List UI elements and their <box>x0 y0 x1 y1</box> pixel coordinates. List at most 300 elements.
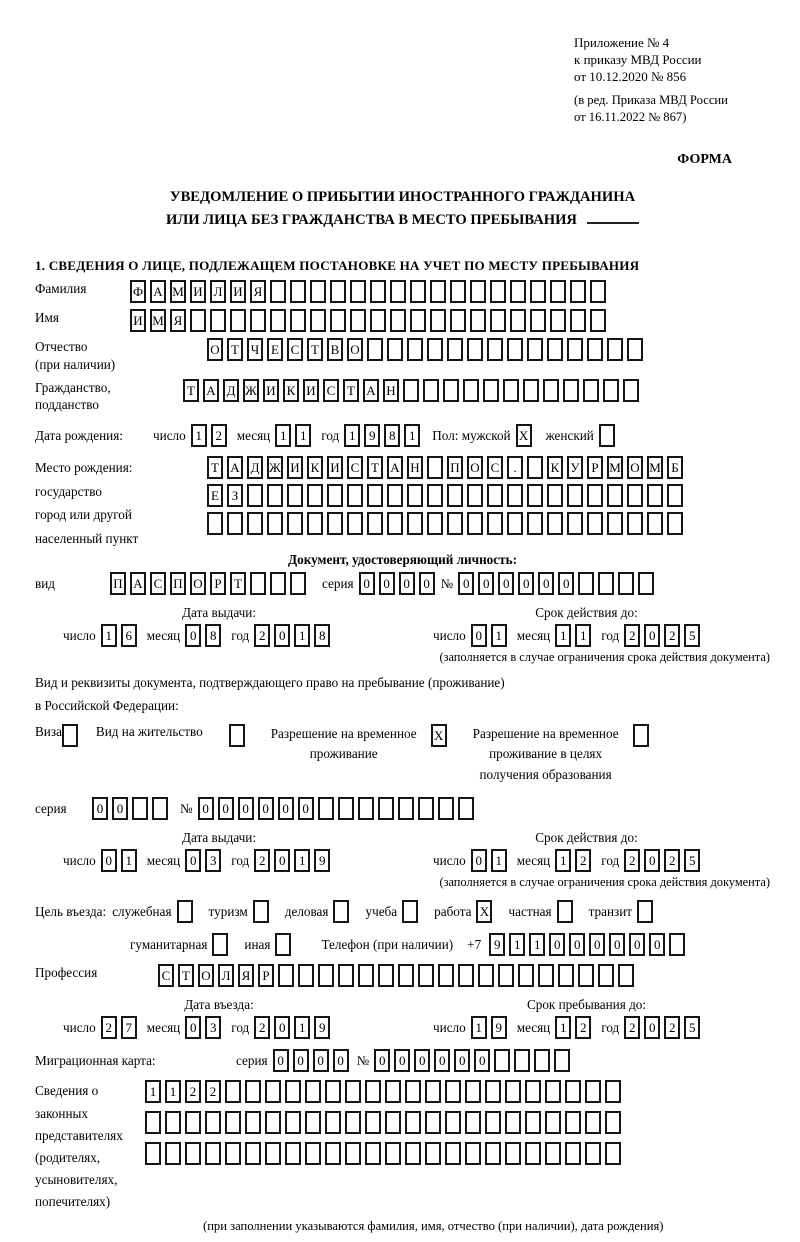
char-cell <box>278 964 294 987</box>
char-cell: 2 <box>664 624 680 647</box>
char-cell <box>465 1111 481 1134</box>
valid-year-cells <box>624 624 704 647</box>
rabota-checkbox <box>476 900 496 923</box>
phone-cells <box>489 933 689 956</box>
doc-date-headers <box>35 605 770 621</box>
char-cell: 0 <box>569 933 585 956</box>
char-cell <box>350 309 366 332</box>
char-cell: 0 <box>471 624 487 647</box>
char-cell <box>132 797 148 820</box>
char-cell <box>558 964 574 987</box>
char-cell <box>587 338 603 361</box>
char-cell <box>225 1111 241 1134</box>
profession-label: Профессия <box>35 965 98 981</box>
char-cell <box>557 900 573 923</box>
header-line: от 16.11.2022 № 867) <box>574 110 687 125</box>
char-cell: 2 <box>254 624 270 647</box>
stay-doc-line1: Вид и реквизиты документа, подтверждающего право на пребывание (проживание) <box>35 675 505 690</box>
stay-until-date: число 1 9 месяц 1 2 год 2 0 2 5 <box>433 1016 704 1039</box>
char-cell: 1 <box>294 849 310 872</box>
char-cell <box>507 338 523 361</box>
char-cell <box>427 512 443 535</box>
patronymic-cells <box>207 338 647 361</box>
char-cell: О <box>190 572 206 595</box>
stay-doc-options <box>35 724 770 785</box>
char-cell: И <box>327 456 343 479</box>
legal-row3 <box>145 1142 625 1165</box>
char-cell <box>165 1142 181 1165</box>
char-cell <box>445 1111 461 1134</box>
char-cell: 9 <box>491 1016 507 1039</box>
char-cell: 1 <box>555 849 571 872</box>
char-cell <box>425 1142 441 1165</box>
char-cell <box>327 484 343 507</box>
char-cell: А <box>130 572 146 595</box>
char-cell <box>345 1142 361 1165</box>
char-cell <box>447 484 463 507</box>
header-line: от 10.12.2020 № 856 <box>574 69 687 85</box>
char-cell: 0 <box>629 933 645 956</box>
char-cell <box>265 1142 281 1165</box>
char-cell: 1 <box>294 1016 310 1039</box>
char-cell: 7 <box>121 1016 137 1039</box>
char-cell <box>467 484 483 507</box>
char-cell: 1 <box>344 424 360 447</box>
char-cell <box>205 1142 221 1165</box>
char-cell: 1 <box>191 424 207 447</box>
field-birthplace <box>35 456 770 550</box>
char-cell: 1 <box>575 624 591 647</box>
char-cell: . <box>507 456 523 479</box>
phone-prefix: +7 <box>467 936 482 952</box>
char-cell: С <box>487 456 503 479</box>
header-block <box>574 34 770 126</box>
char-cell <box>212 933 228 956</box>
birthdate-label: Дата рождения: <box>35 427 123 443</box>
char-cell: 0 <box>478 572 494 595</box>
char-cell: Р <box>210 572 226 595</box>
char-cell <box>578 964 594 987</box>
residence-permit-label: Вид на жительство <box>95 724 203 739</box>
char-cell <box>145 1142 161 1165</box>
temp-residence-edu-checkbox <box>633 724 653 747</box>
purpose-tranzit: транзит <box>589 900 657 923</box>
entry-day-cells <box>101 1016 141 1039</box>
char-cell: 2 <box>185 1080 201 1103</box>
char-cell <box>527 338 543 361</box>
char-cell: О <box>467 456 483 479</box>
birthplace-row3 <box>207 512 687 535</box>
char-cell: 2 <box>575 849 591 872</box>
char-cell: Ж <box>243 379 259 402</box>
char-cell: 2 <box>254 1016 270 1039</box>
char-cell <box>247 512 263 535</box>
char-cell: 2 <box>624 1016 640 1039</box>
sex-male-label: Пол: мужской <box>432 427 511 443</box>
gumanitarnaya-checkbox <box>212 933 232 956</box>
field-surname <box>35 280 770 303</box>
char-cell: И <box>190 280 206 303</box>
char-cell: 0 <box>298 797 314 820</box>
stay-validity-note: (заполняется в случае ограничения срока действия документа) <box>439 875 770 890</box>
stay-number-cells <box>198 797 478 820</box>
field-birthdate <box>35 424 770 447</box>
residence-permit-checkbox <box>229 724 249 747</box>
char-cell <box>550 309 566 332</box>
month-label: месяц <box>236 427 271 443</box>
char-cell <box>485 1111 501 1134</box>
char-cell: 2 <box>624 624 640 647</box>
char-cell <box>438 797 454 820</box>
char-cell: 1 <box>509 933 525 956</box>
char-cell <box>487 512 503 535</box>
char-cell <box>290 572 306 595</box>
char-cell <box>525 1080 541 1103</box>
char-cell: 0 <box>313 1049 329 1072</box>
header-edit-note <box>574 92 770 125</box>
char-cell <box>570 309 586 332</box>
char-cell <box>250 309 266 332</box>
issue-date-header: Дата выдачи: <box>181 605 257 620</box>
char-cell <box>465 1142 481 1165</box>
char-cell: И <box>130 309 146 332</box>
valid-day-cells <box>471 624 511 647</box>
char-cell <box>490 280 506 303</box>
char-cell <box>385 1111 401 1134</box>
char-cell <box>307 512 323 535</box>
char-cell: 5 <box>684 624 700 647</box>
char-cell <box>330 309 346 332</box>
entry-date-row <box>35 1016 770 1039</box>
char-cell <box>250 572 266 595</box>
sex-female-checkbox <box>599 424 619 447</box>
char-cell: И <box>303 379 319 402</box>
char-cell: Т <box>307 338 323 361</box>
char-cell: 8 <box>384 424 400 447</box>
citizenship-label: Гражданство, подданство <box>35 379 111 412</box>
char-cell <box>599 424 615 447</box>
form-title-line1: УВЕДОМЛЕНИЕ О ПРИБЫТИИ ИНОСТРАННОГО ГРАЖДАНИНА <box>169 188 636 205</box>
char-cell <box>627 512 643 535</box>
char-cell <box>585 1142 601 1165</box>
char-cell <box>647 484 663 507</box>
char-cell <box>567 338 583 361</box>
char-cell <box>407 512 423 535</box>
char-cell <box>267 512 283 535</box>
char-cell: 1 <box>491 624 507 647</box>
char-cell: О <box>627 456 643 479</box>
char-cell: 0 <box>359 572 375 595</box>
char-cell: 3 <box>205 1016 221 1039</box>
char-cell: 9 <box>314 849 330 872</box>
purpose-rabota: работа X <box>434 900 496 923</box>
char-cell <box>330 280 346 303</box>
char-cell <box>523 379 539 402</box>
char-cell <box>483 379 499 402</box>
char-cell: 0 <box>644 1016 660 1039</box>
char-cell <box>367 484 383 507</box>
char-cell <box>390 280 406 303</box>
char-cell <box>405 1111 421 1134</box>
visa-checkbox <box>62 724 82 747</box>
char-cell <box>245 1080 261 1103</box>
char-cell <box>298 964 314 987</box>
header-line: Приложение № 4 <box>574 35 670 50</box>
char-cell: 0 <box>518 572 534 595</box>
char-cell: У <box>567 456 583 479</box>
char-cell <box>367 338 383 361</box>
char-cell <box>398 964 414 987</box>
char-cell <box>165 1111 181 1134</box>
stay-doc-line2: в Российской Федерации: <box>35 698 179 713</box>
char-cell: Т <box>367 456 383 479</box>
tranzit-checkbox <box>637 900 657 923</box>
char-cell <box>210 309 226 332</box>
char-cell: 0 <box>238 797 254 820</box>
entry-month-cells <box>185 1016 225 1039</box>
char-cell: Т <box>178 964 194 987</box>
identity-doc-row <box>35 572 770 595</box>
char-cell <box>530 309 546 332</box>
char-cell: 1 <box>145 1080 161 1103</box>
mig-seriya-cells <box>273 1049 353 1072</box>
char-cell: Л <box>218 964 234 987</box>
char-cell: Т <box>207 456 223 479</box>
char-cell <box>247 484 263 507</box>
char-cell: Т <box>227 338 243 361</box>
char-cell <box>607 484 623 507</box>
char-cell: О <box>347 338 363 361</box>
char-cell <box>275 933 291 956</box>
char-cell <box>385 1080 401 1103</box>
char-cell: 2 <box>624 849 640 872</box>
char-cell <box>450 280 466 303</box>
char-cell <box>245 1142 261 1165</box>
stay-valid-day-cells <box>471 849 511 872</box>
char-cell: 9 <box>489 933 505 956</box>
char-cell <box>485 1080 501 1103</box>
char-cell: 0 <box>414 1049 430 1072</box>
char-cell <box>290 309 306 332</box>
char-cell <box>447 512 463 535</box>
char-cell <box>207 512 223 535</box>
char-cell <box>390 309 406 332</box>
form-title <box>35 186 770 233</box>
issue-day-cells <box>101 624 141 647</box>
char-cell: П <box>110 572 126 595</box>
char-cell <box>418 797 434 820</box>
char-cell <box>443 379 459 402</box>
char-cell: 0 <box>274 1016 290 1039</box>
char-cell <box>327 512 343 535</box>
legal-representatives-label: Сведения о законных представителях (родителях, усыновителях, попечителях) <box>35 1083 123 1210</box>
char-cell: 9 <box>314 1016 330 1039</box>
char-cell <box>638 572 654 595</box>
char-cell: А <box>387 456 403 479</box>
char-cell <box>467 338 483 361</box>
purpose-inaya: иная <box>244 933 295 956</box>
char-cell: Б <box>667 456 683 479</box>
char-cell: 0 <box>273 1049 289 1072</box>
char-cell: 0 <box>644 624 660 647</box>
char-cell: 1 <box>295 424 311 447</box>
stay-issue-date: число 0 1 месяц 0 3 год 2 0 1 9 <box>63 849 334 872</box>
char-cell <box>514 1049 530 1072</box>
char-cell <box>603 379 619 402</box>
stay-issue-year-cells <box>254 849 334 872</box>
char-cell <box>463 379 479 402</box>
char-cell: X <box>431 724 447 747</box>
char-cell <box>543 379 559 402</box>
char-cell <box>627 338 643 361</box>
doc-seriya-cells <box>359 572 439 595</box>
char-cell <box>378 797 394 820</box>
char-cell: А <box>227 456 243 479</box>
char-cell <box>605 1080 621 1103</box>
char-cell <box>527 456 543 479</box>
char-cell <box>607 512 623 535</box>
birthplace-row2 <box>207 484 687 507</box>
char-cell: 0 <box>474 1049 490 1072</box>
stay-doc-seriya-row <box>35 797 770 820</box>
char-cell <box>445 1080 461 1103</box>
surname-label: Фамилия <box>35 281 87 297</box>
chastnaya-checkbox <box>557 900 577 923</box>
char-cell <box>227 512 243 535</box>
char-cell <box>152 797 168 820</box>
char-cell <box>410 280 426 303</box>
char-cell <box>338 964 354 987</box>
char-cell: И <box>263 379 279 402</box>
char-cell <box>590 280 606 303</box>
char-cell: С <box>323 379 339 402</box>
char-cell: 1 <box>555 1016 571 1039</box>
char-cell: 0 <box>644 849 660 872</box>
birthplace-label: Место рождения: государство город или другой населенный пункт <box>35 460 139 546</box>
temp-residence-checkbox <box>431 724 451 747</box>
char-cell <box>583 379 599 402</box>
char-cell <box>527 484 543 507</box>
char-cell: X <box>476 900 492 923</box>
char-cell: 0 <box>454 1049 470 1072</box>
char-cell <box>345 1080 361 1103</box>
mig-number-cells <box>374 1049 574 1072</box>
char-cell <box>667 484 683 507</box>
purpose-turizm: туризм <box>209 900 273 923</box>
migration-card-row <box>35 1049 770 1072</box>
char-cell <box>270 309 286 332</box>
char-cell <box>505 1142 521 1165</box>
char-cell <box>490 309 506 332</box>
birthplace-row1 <box>207 456 687 479</box>
char-cell: Е <box>267 338 283 361</box>
char-cell <box>430 309 446 332</box>
char-cell <box>547 512 563 535</box>
char-cell: Т <box>183 379 199 402</box>
char-cell <box>633 724 649 747</box>
char-cell: О <box>198 964 214 987</box>
char-cell <box>305 1080 321 1103</box>
stay-until-year-cells <box>624 1016 704 1039</box>
char-cell: 0 <box>434 1049 450 1072</box>
issue-year-cells <box>254 624 334 647</box>
char-cell <box>567 484 583 507</box>
char-cell <box>325 1142 341 1165</box>
issue-month-cells <box>185 624 225 647</box>
char-cell <box>470 280 486 303</box>
char-cell <box>423 379 439 402</box>
char-cell: Я <box>238 964 254 987</box>
char-cell: П <box>170 572 186 595</box>
stay-valid-month-cells <box>555 849 595 872</box>
purpose-ucheba: учеба <box>365 900 422 923</box>
entry-date-headers <box>35 997 770 1013</box>
char-cell: 0 <box>549 933 565 956</box>
forma-label: ФОРМА <box>677 151 732 167</box>
char-cell: Д <box>223 379 239 402</box>
doc-type-label: вид <box>35 575 55 591</box>
char-cell: Д <box>247 456 263 479</box>
birth-day-cells <box>191 424 231 447</box>
year-label: год <box>321 427 340 443</box>
day-label: число <box>153 427 186 443</box>
char-cell: 0 <box>649 933 665 956</box>
char-cell: А <box>363 379 379 402</box>
char-cell <box>425 1111 441 1134</box>
char-cell <box>427 338 443 361</box>
char-cell <box>647 512 663 535</box>
char-cell: 5 <box>684 849 700 872</box>
purpose-label: Цель въезда: <box>35 903 107 919</box>
char-cell <box>310 280 326 303</box>
form-body <box>35 280 770 1234</box>
char-cell <box>265 1080 281 1103</box>
char-cell <box>318 964 334 987</box>
char-cell: 6 <box>121 624 137 647</box>
char-cell <box>637 900 653 923</box>
char-cell <box>450 309 466 332</box>
char-cell <box>554 1049 570 1072</box>
stay-issue-month-cells <box>185 849 225 872</box>
char-cell <box>445 1142 461 1165</box>
doc-valid-date: число 0 1 месяц 1 1 год 2 0 2 5 <box>433 624 704 647</box>
legal-representatives-rows <box>145 1080 625 1170</box>
char-cell <box>358 797 374 820</box>
char-cell <box>605 1111 621 1134</box>
legal-row1 <box>145 1080 625 1103</box>
char-cell: 1 <box>165 1080 181 1103</box>
char-cell <box>507 484 523 507</box>
char-cell <box>367 512 383 535</box>
char-cell <box>487 338 503 361</box>
char-cell: 1 <box>471 1016 487 1039</box>
surname-cells <box>130 280 610 303</box>
delovaya-checkbox <box>333 900 353 923</box>
char-cell <box>618 572 634 595</box>
doc-issue-date: число 1 6 месяц 0 8 год 2 0 1 8 <box>63 624 334 647</box>
birth-month-cells <box>275 424 315 447</box>
char-cell: И <box>287 456 303 479</box>
char-cell <box>510 309 526 332</box>
char-cell <box>525 1142 541 1165</box>
char-cell: 0 <box>458 572 474 595</box>
char-cell: 0 <box>374 1049 390 1072</box>
char-cell: 5 <box>684 1016 700 1039</box>
char-cell: 0 <box>185 1016 201 1039</box>
char-cell <box>405 1142 421 1165</box>
char-cell <box>607 338 623 361</box>
birth-year-cells <box>344 424 424 447</box>
